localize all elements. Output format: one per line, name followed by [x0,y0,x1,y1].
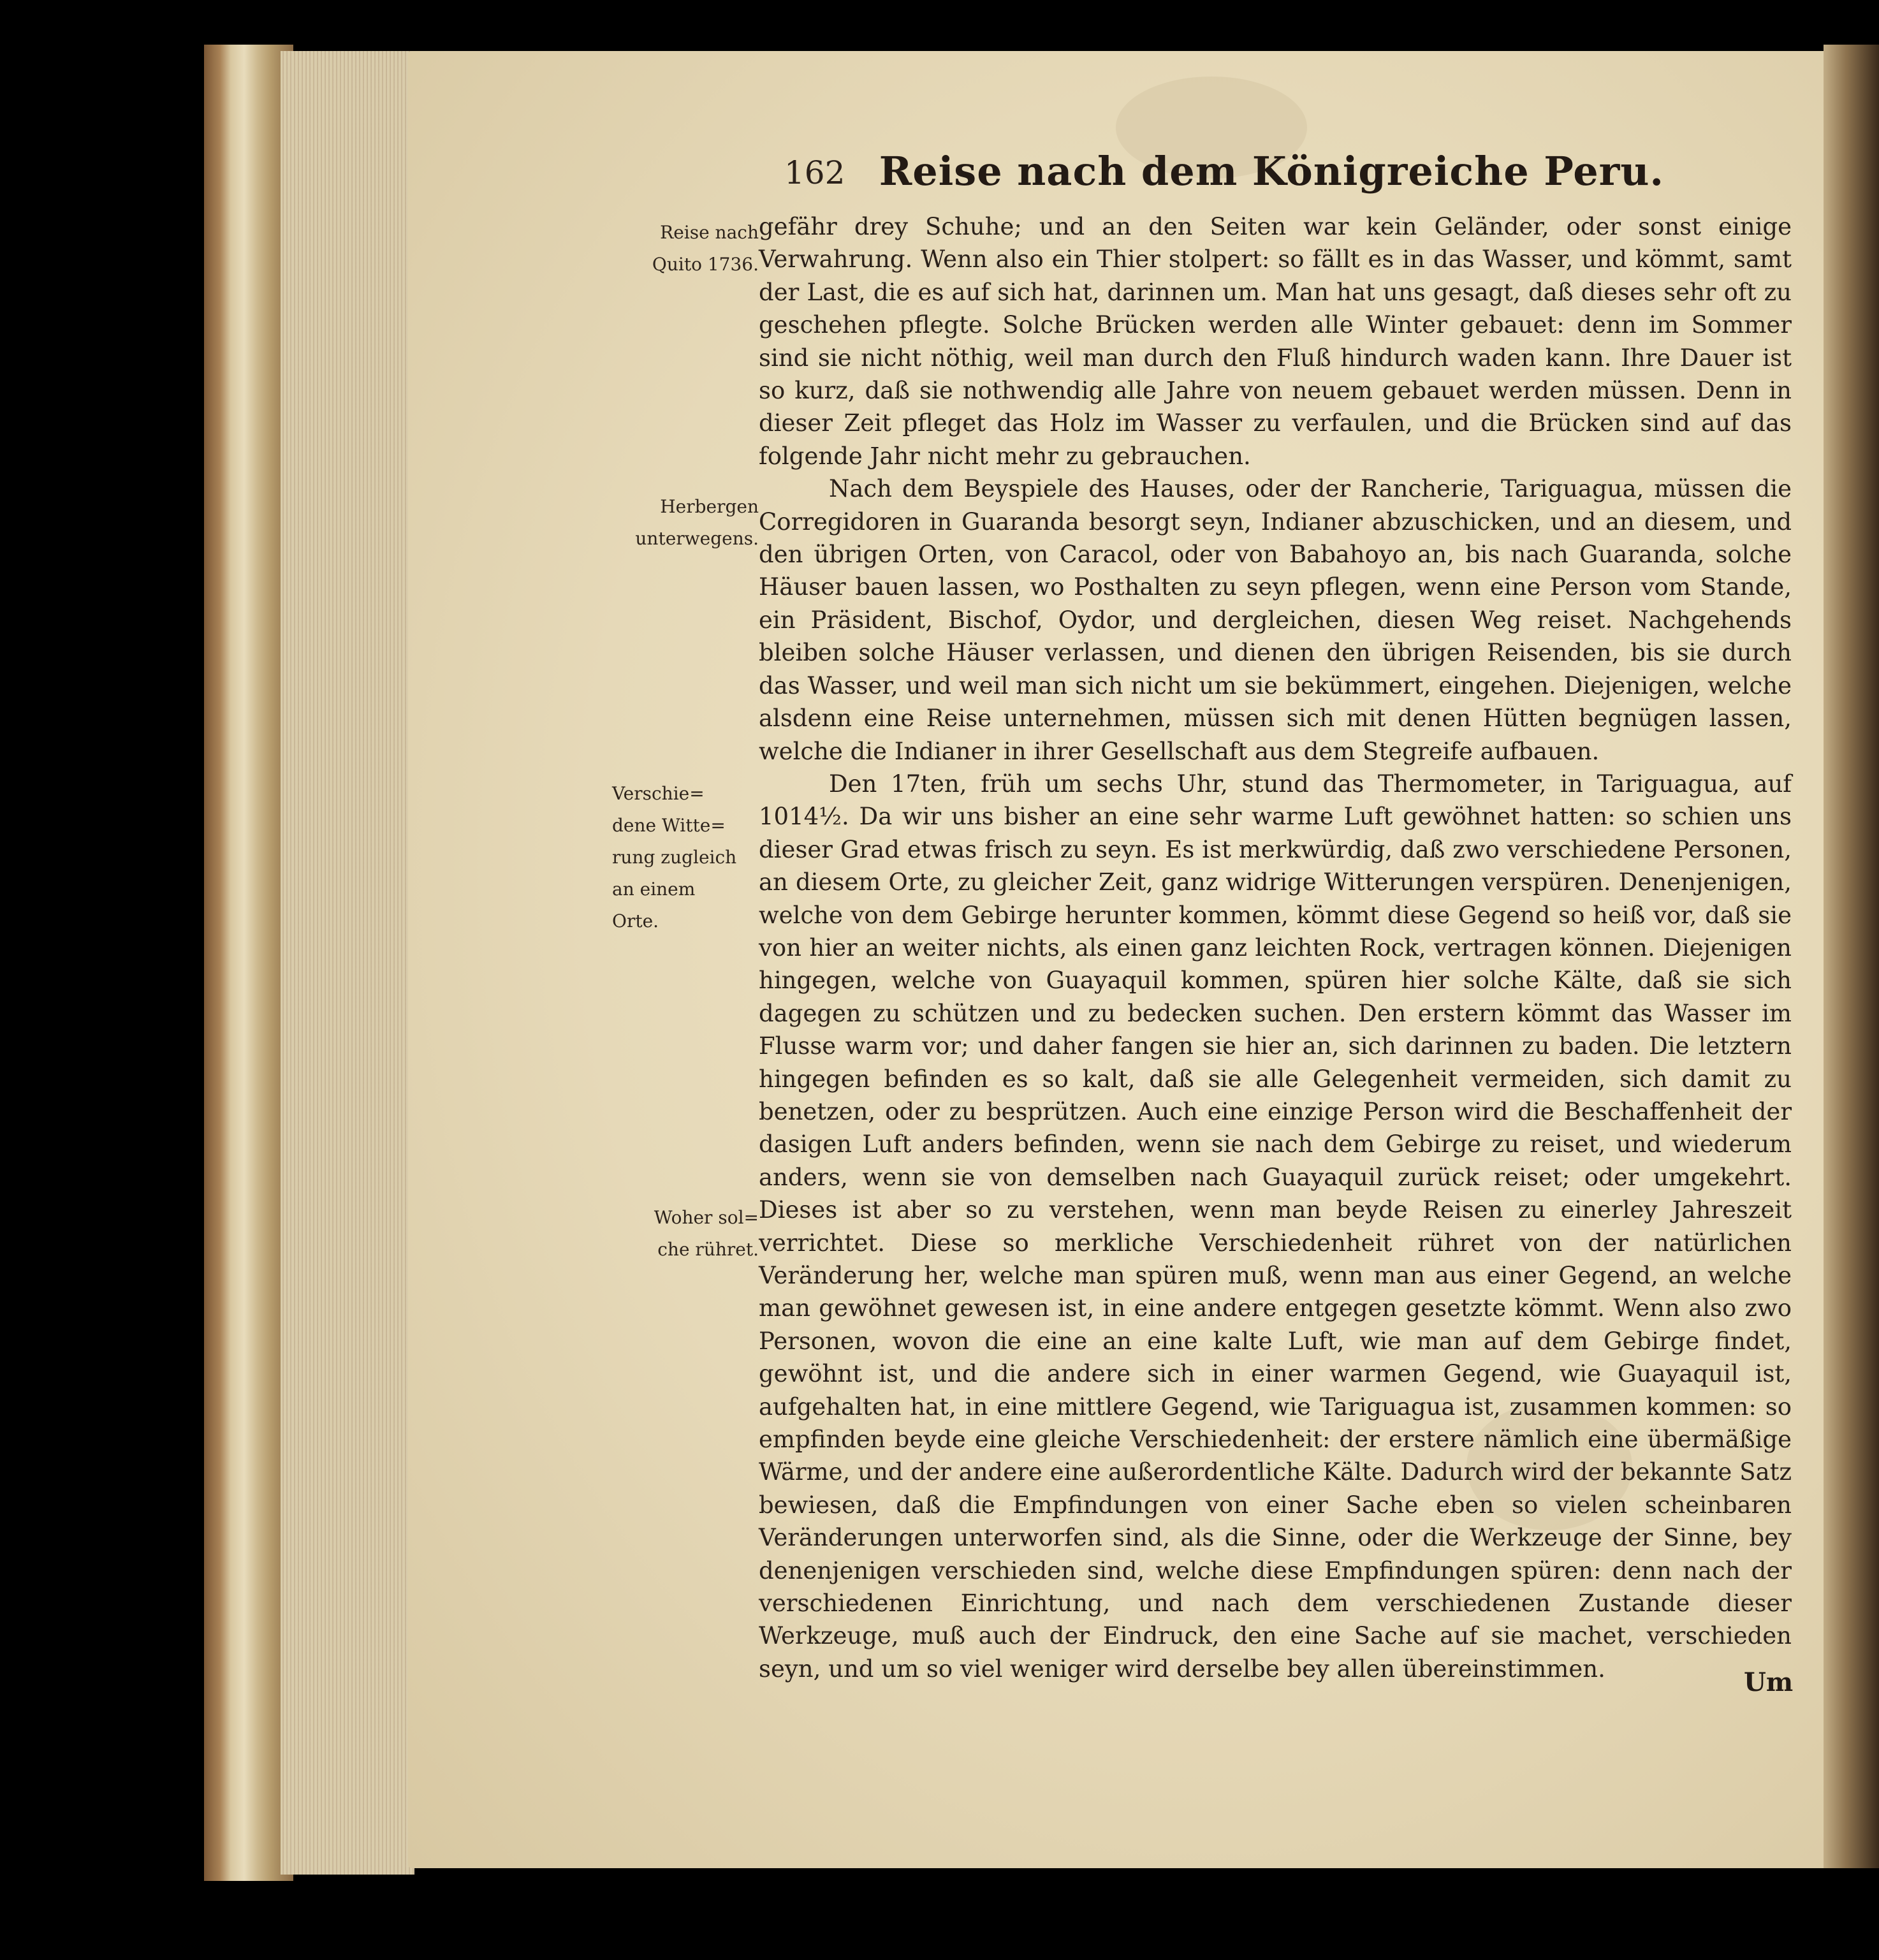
page-number: 162 [784,154,845,191]
page-header [784,142,1792,212]
paragraph-3: Den 17ten, früh um sechs Uhr, stund das Thermometer, in Tariguagua, auf 1014½. Da wir uns bisher an eine sehr warme Luft gewöhnet hatten: so schien uns dieser Grad etwas frisch zu seyn. Es ist merkwürdig, daß zwo verschiedene Personen, an diesem Orte, zu gleicher Zeit, ganz widrige Witterungen verspüren. Denenjenigen, welche von dem Gebirge herunter kommen, kömmt diese Gegend so heiß vor, daß sie von hier an weiter nichts, als einen ganz leichten Rock, vertragen können. Diejenigen hingegen, welche von Guayaquil kommen, spüren hier solche Kälte, daß sie sich dagegen zu schützen und zu bedecken suchen. Den erstern kömmt das Wasser im Flusse warm vor; und daher fangen sie hier an, sich darinnen zu baden. Die letztern hingegen befinden es so kalt, daß sie alle Gelegenheit vermeiden, sich damit zu benetzen, oder zu besprützen. Auch eine einzige Person wird die Beschaffenheit der dasigen Luft anders befinden, wenn sie nach dem Gebirge zu reiset, und wiederum anders, wenn sie von demselben nach Guayaquil zurück reiset; oder umgekehrt. Dieses ist aber so zu verstehen, wenn man beyde Reisen zu einerley Jahreszeit verrichtet. Diese so merkliche Verschiedenheit rühret von der natürlichen Veränderung her, welche man spüren muß, wenn man aus einer Gegend, an welche man gewöhnet gewesen ist, in eine andere entgegen gesetzte kömmt. Wenn also zwo Personen, wovon die eine an eine kalte Luft, wie man auf dem Gebirge findet, gewöhnt ist, und die andere sich in einer warmen Gegend, wie Guayaquil ist, aufgehalten hat, in eine mittlere Gegend, wie Tariguagua ist, zusammen kommen: so empfinden beyde eine gleiche Verschiedenheit: der erstere nämlich eine übermäßige Wärme, und der andere eine außerordentliche Kälte. Dadurch wird der bekannte Satz bewiesen, daß die Empfindungen von einer Sache eben so vielen scheinbaren Veränderungen unterworfen sind, als die Sinne, oder die Werkzeuge der Sinne, bey denenjenigen verschieden sind, welche diese Empfindungen spüren: denn nach der verschiedenen Einrichtung, und nach dem verschiedenen Zustande dieser Werkzeuge, muß auch der Eindruck, den eine Sache auf sie machet, verschieden seyn, und um so viel weniger wird derselbe bey allen übereinstimmen. [759,770,1792,1683]
margin-note-herbergen: Herbergen unterwegens. [635,496,759,549]
margin-note-witterung: Verschie= dene Witte= rung zugleich an einem Orte. [612,783,737,932]
margin-note-woher: Woher sol= che rühret. [654,1207,759,1260]
book-cover-edge [204,45,293,1881]
book-binding-gutter [1824,45,1879,1868]
page-stack-edge [281,51,414,1875]
running-title: Reise nach dem Königreiche Peru. [879,148,1664,194]
paragraph-1: gefähr drey Schuhe; und an den Seiten war kein Geländer, oder sonst einige Verwahrung. Wenn also ein Thier stolpert: so fällt es in das Wasser, und kömmt, samt der Last, die es auf sich hat, darinnen um. Man hat uns gesagt, daß dieses sehr oft zu geschehen pflegte. Solche Brücken werden alle Winter gebauet: denn im Sommer sind sie nicht nöthig, weil man durch den Fluß hindurch waden kann. Ihre Dauer ist so kurz, daß sie nothwendig alle Jahre von neuem gebauet werden müssen. Denn in dieser Zeit pfleget das Holz im Wasser zu verfaulen, und die Brücken sind auf das folgende Jahr nicht mehr zu gebrauchen. [759,213,1792,470]
catchword: Um [1744,1667,1794,1697]
body-text [759,210,1792,1685]
paragraph-2: Nach dem Beyspiele des Hauses, oder der Rancherie, Tariguagua, müssen die Corregidoren in Guaranda besorgt seyn, Indianer abzuschicken, und an diesem, und den übrigen Orten, von Caracol, oder von Babahoyo an, bis nach Guaranda, solche Häuser bauen lassen, wo Posthalten zu seyn pflegen, wenn eine Person vom Stande, ein Präsident, Bischof, Oydor, und dergleichen, diesen Weg reiset. Nachgehends bleiben solche Häuser verlassen, und dienen den übrigen Reisenden, bis sie durch das Wasser, und weil man sich nicht um sie bekümmert, eingehen. Diejenigen, welche alsdenn eine Reise unternehmen, müssen sich mit denen Hütten begnügen lassen, welche die Indianer in ihrer Gesellschaft aus dem Stegreife aufbauen. [759,475,1792,765]
margin-note-reise: Reise nach Quito 1736. [652,222,759,275]
